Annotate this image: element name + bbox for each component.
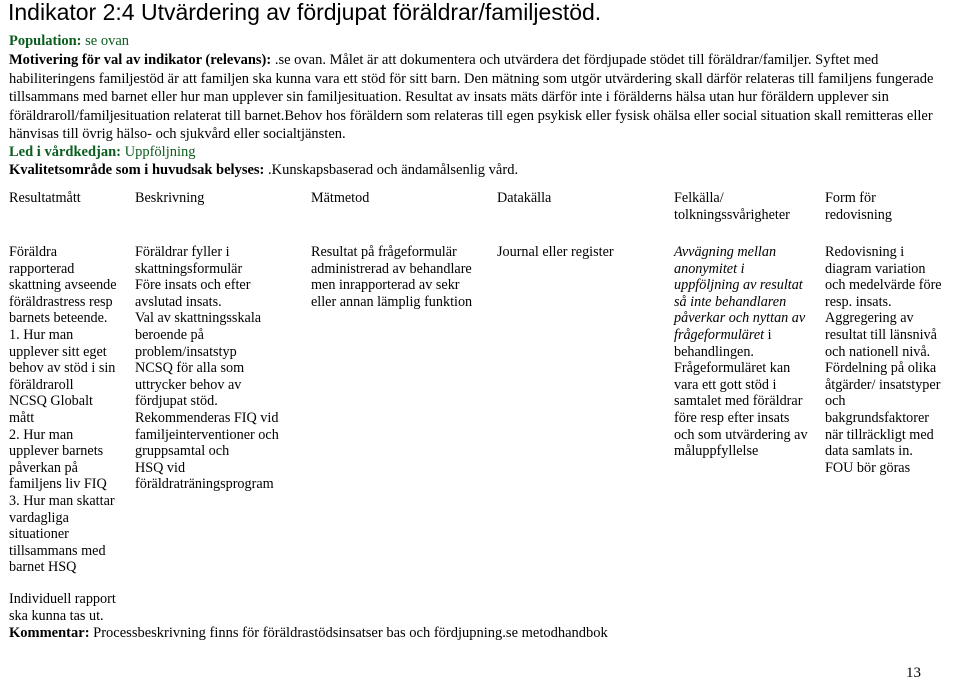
cell-matmetod: Resultat på frågeformulär administrerad av behandlare men inrapporterad av sekr eller annan lämplig funktion [311,244,473,310]
header-felkalla: Felkälla/ tolkningssvårigheter [674,190,790,223]
population-line [9,32,949,51]
felkalla-italic-text: Avvägning mellan anonymitet i uppföljning av resultat så inte behandlaren påverkar och nyttan av frågeformuläret [674,244,806,343]
cell-beskrivning: Föräldrar fyller i skattningsformulär Före insats och efter avslutad insats. Val av skattningsskala beroende på problem/insatstyp NCSQ för alla som uttrycker behov av fördjupat stöd. Rekommenderas FIQ vid familjeinterventioner och gruppsamtal och HSQ vid föräldraträningsprogram [135,244,279,493]
care-chain-line [9,143,949,162]
header-form: Form för redovisning [825,190,892,223]
care-chain-label: Led i vårdkedjan: [9,144,121,160]
motivation-paragraph [9,51,949,144]
quality-area-value: .Kunskapsbaserad och ändamålsenlig vård. [264,162,519,178]
comment-label: Kommentar: [9,625,90,641]
care-chain-value: Uppföljning [121,144,196,160]
comment-line [9,624,809,642]
population-value: se ovan [81,33,130,49]
header-datakalla: Datakälla [497,190,552,206]
population-label: Population: [9,33,82,49]
indicator-title: Indikator 2:4 Utvärdering av fördjupat föräldrar/familjestöd. [8,0,602,25]
header-beskrivning: Beskrivning [135,190,205,206]
page-number: 13 [906,665,921,681]
comment-text: Processbeskrivning finns för föräldrastödsinsatser bas och fördjupning.se metodhandbok [89,625,608,641]
individual-report-note: Individuell rapport ska kunna tas ut. [9,591,116,624]
cell-felkalla [674,244,816,460]
felkalla-rest-text: i behandlingen. Frågeformuläret kan vara ett gott stöd i samtalet med föräldrar före resp efter insats och som utvärdering av måluppfyllelse [674,326,808,460]
quality-area-label: Kvalitetsområde som i huvudsak belyses: [9,162,265,178]
motivation-label: Motivering för val av indikator (relevans): [9,52,272,68]
cell-resultatmatt: Föräldra rapporterad skattning avseende föräldrastress resp barnets beteende. 1. Hur man upplever sitt eget behov av stöd i sin föräldraroll NCSQ Globalt mått 2. Hur man upplever barnets påverkan på familjens liv FIQ 3. Hur man skattar vardagliga situationer tillsammans med barnet HSQ [9,244,117,576]
motivation-text: .se ovan. Målet är att dokumentera och utvärdera det fördjupade stödet till föräldrar/familjer. Syftet med habiliteringens familjestöd är att familjen ska kunna vara ett stöd för sitt barn. Den mätning som utgör utvärdering skall därför relateras till familjens fungerade tillsammans med barnet eller hur man upplever sin familjesituation. Resultat av insats mäts därför inte i förälderns hälsa utan hur föräldern upplever sin föräldraroll/familjesituation relaterat till barnet.Behov hos föräldern som relateras till egen psykisk eller fysisk ohälsa eller social situation skall remitteras eller hänvisas till övrig hälso- och sjukvård eller socialtjänsten. [9,52,934,142]
cell-datakalla: Journal eller register [497,244,614,260]
cell-form: Redovisning i diagram variation och medelvärde före resp. insats. Aggregering av resultat till länsnivå och nationell nivå. Fördelning på olika åtgärder/ insatstyper och bakgrundsfaktorer när tillräckligt med data samlats in. FOU bör göras [825,244,942,476]
quality-area-line [9,161,949,180]
header-matmetod: Mätmetod [311,190,370,206]
header-resultatmatt: Resultatmått [9,190,81,206]
